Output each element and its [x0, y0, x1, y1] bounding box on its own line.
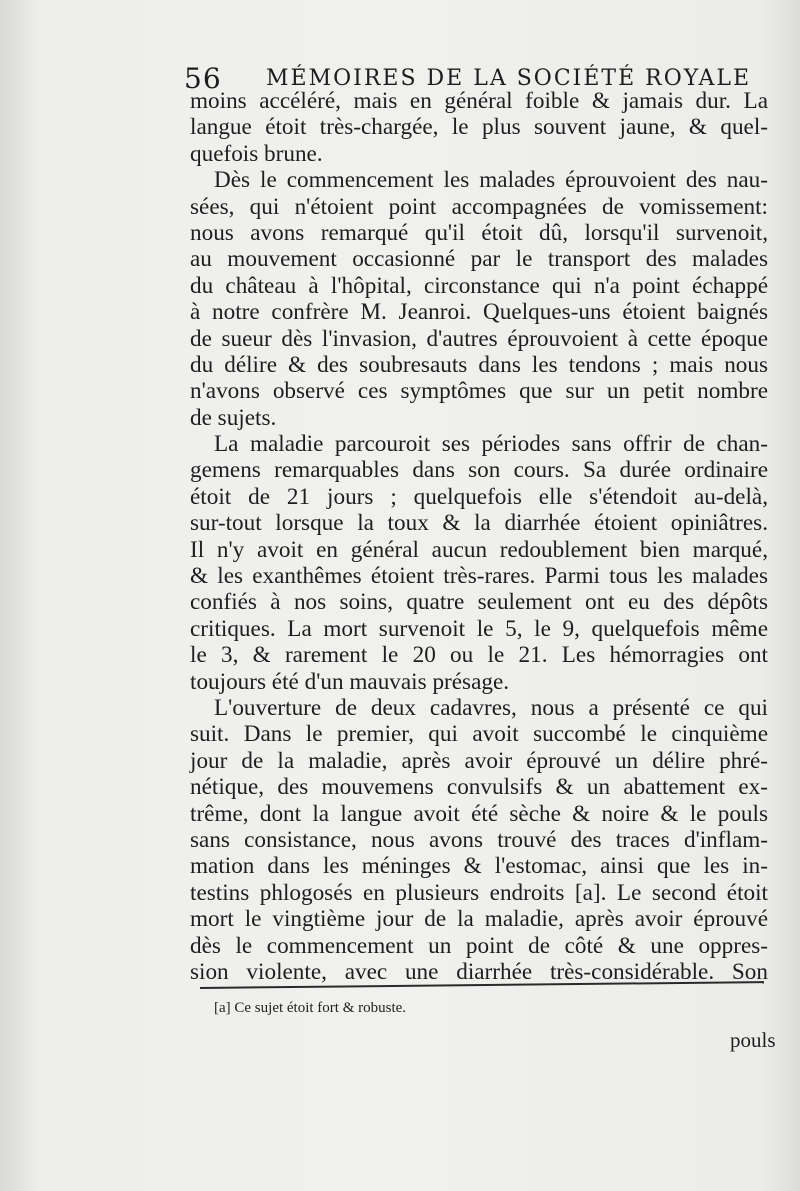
text-line: gemens remarquables dans son cours. Sa durée ordinaire	[190, 457, 768, 484]
text-line: nétique, des mouvemens convulsifs & un abattement ex-	[190, 774, 768, 801]
text-line: & les exanthêmes étoient très-rares. Parmi tous les malades	[190, 563, 768, 590]
text-line: langue étoit très-chargée, le plus souvent jaune, & quel-	[190, 114, 768, 141]
text-line: étoit de 21 jours ; quelquefois elle s'étendoit au-delà,	[190, 483, 768, 510]
text-line: Dès le commencement les malades éprouvoient des nau-	[214, 167, 768, 194]
text-line: sur-tout lorsque la toux & la diarrhée étoient opiniâtres.	[190, 510, 768, 537]
text-line: sans consistance, nous avons trouvé des traces d'inflam-	[190, 826, 768, 853]
text-line: du château à l'hôpital, circonstance qui n'a point échappé	[190, 272, 768, 299]
text-line: L'ouverture de deux cadavres, nous a présenté ce qui	[214, 694, 768, 721]
text-line: dès le commencement un point de côté & une oppres-	[190, 932, 768, 959]
footnote: [a] Ce sujet étoit fort & robuste.	[214, 1000, 407, 1016]
text-line: à notre confrère M. Jeanroi. Quelques-uns étoient baignés	[190, 299, 768, 326]
text-line: La maladie parcouroit ses périodes sans offrir de chan-	[214, 431, 768, 458]
text-line: toujours été d'un mauvais présage.	[190, 668, 510, 695]
text-line: jour de la maladie, après avoir éprouvé un délire phré-	[190, 747, 768, 774]
text-line: sion violente, avec une diarrhée très-considérable. Son	[190, 958, 768, 985]
text-line: nous avons remarqué qu'il étoit dû, lorsqu'il survenoit,	[190, 219, 768, 246]
body-text	[190, 88, 768, 985]
text-line: mation dans les méninges & l'estomac, ainsi que les in-	[190, 853, 768, 880]
text-line: de sueur dès l'invasion, d'autres éprouvoient à cette époque	[190, 325, 768, 352]
catchword: pouls	[730, 1028, 776, 1052]
text-line: sées, qui n'étoient point accompagnées de vomissement:	[190, 193, 768, 220]
text-line: au mouvement occasionné par le transport des malades	[190, 246, 768, 273]
text-line: n'avons observé ces symptômes que sur un petit nombre	[190, 378, 768, 405]
running-title: MÉMOIRES DE LA SOCIÉTÉ ROYALE	[266, 66, 752, 91]
text-line: le 3, & rarement le 20 ou le 21. Les hémorragies ont	[190, 642, 768, 669]
text-line: quefois brune.	[190, 140, 323, 167]
text-line: Il n'y avoit en général aucun redoublement bien marqué,	[190, 536, 768, 563]
text-line: moins accéléré, mais en général foible & jamais dur. La	[190, 88, 768, 114]
text-line: du délire & des soubresauts dans les tendons ; mais nous	[190, 351, 768, 378]
text-line: critiques. La mort survenoit le 5, le 9, quelquefois même	[190, 615, 768, 642]
text-line: confiés à nos soins, quatre seulement ont eu des dépôts	[190, 589, 768, 616]
text-line: suit. Dans le premier, qui avoit succombé le cinquième	[190, 721, 768, 748]
text-line: testins phlogosés en plusieurs endroits [a]. Le second étoit	[190, 879, 768, 906]
text-line: mort le vingtième jour de la maladie, après avoir éprouvé	[190, 906, 768, 933]
text-line: de sujets.	[190, 404, 277, 431]
text-line: trême, dont la langue avoit été sèche & noire & le pouls	[190, 800, 768, 827]
page-number: 56	[184, 62, 222, 95]
